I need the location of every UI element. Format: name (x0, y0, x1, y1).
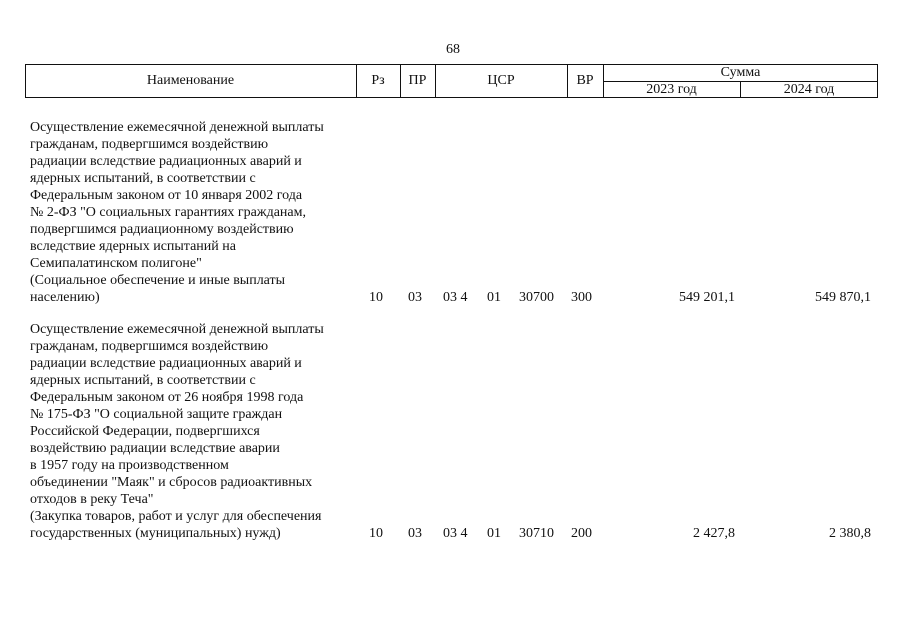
page-number: 68 (446, 42, 460, 57)
row-sum-2023: 549 201,1 (679, 290, 735, 305)
row-pr: 03 (408, 290, 422, 305)
header-sum: Сумма (720, 65, 761, 80)
header-csr: ЦСР (487, 73, 515, 88)
header-name: Наименование (146, 73, 235, 88)
row-pr: 03 (408, 526, 422, 541)
row-csr-part2: 01 (487, 290, 501, 305)
header-rz: Рз (371, 73, 385, 88)
header-year-2023: 2023 год (646, 82, 697, 97)
row-csr-part1: 03 4 (443, 290, 468, 305)
row-sum-2024: 2 380,8 (829, 526, 871, 541)
row-csr-part1: 03 4 (443, 526, 468, 541)
table-row-name: Осуществление ежемесячной денежной выплаты гражданам, подвергшимся воздействию радиации вследствие радиационных аварий и ядерных испытаний, в соответствии с Федеральным законом от 26 ноября 1998 года № 175-ФЗ "О социальной защите граждан Российской Федерации, подвергшихся воздействию радиации вследствие аварии в 1957 году на производственном объединении "Маяк" и сбросов радиоактивных отходов в реку Теча" (Закупка товаров, работ и услуг для обеспечения государственных (муниципальных) нужд) (30, 322, 324, 541)
row-csr-part2: 01 (487, 526, 501, 541)
row-rz: 10 (369, 526, 383, 541)
header-vr: ВР (576, 73, 594, 88)
row-vr: 200 (571, 526, 592, 541)
row-vr: 300 (571, 290, 592, 305)
header-year-2024: 2024 год (783, 82, 835, 97)
row-csr-part3: 30700 (519, 290, 554, 305)
table-header (25, 64, 878, 98)
row-csr-part3: 30710 (519, 526, 554, 541)
table-row-name: Осуществление ежемесячной денежной выплаты гражданам, подвергшимся воздействию радиации вследствие радиационных аварий и ядерных испытаний, в соответствии с Федеральным законом от 10 января 2002 года № 2-ФЗ "О социальных гарантиях гражданам, подвергшимся радиационному воздействию вследствие ядерных испытаний на Семипалатинском полигоне" (Социальное обеспечение и иные выплаты населению) (30, 120, 324, 305)
row-sum-2023: 2 427,8 (693, 526, 735, 541)
header-pr: ПР (408, 73, 427, 88)
row-sum-2024: 549 870,1 (815, 290, 871, 305)
row-rz: 10 (369, 290, 383, 305)
